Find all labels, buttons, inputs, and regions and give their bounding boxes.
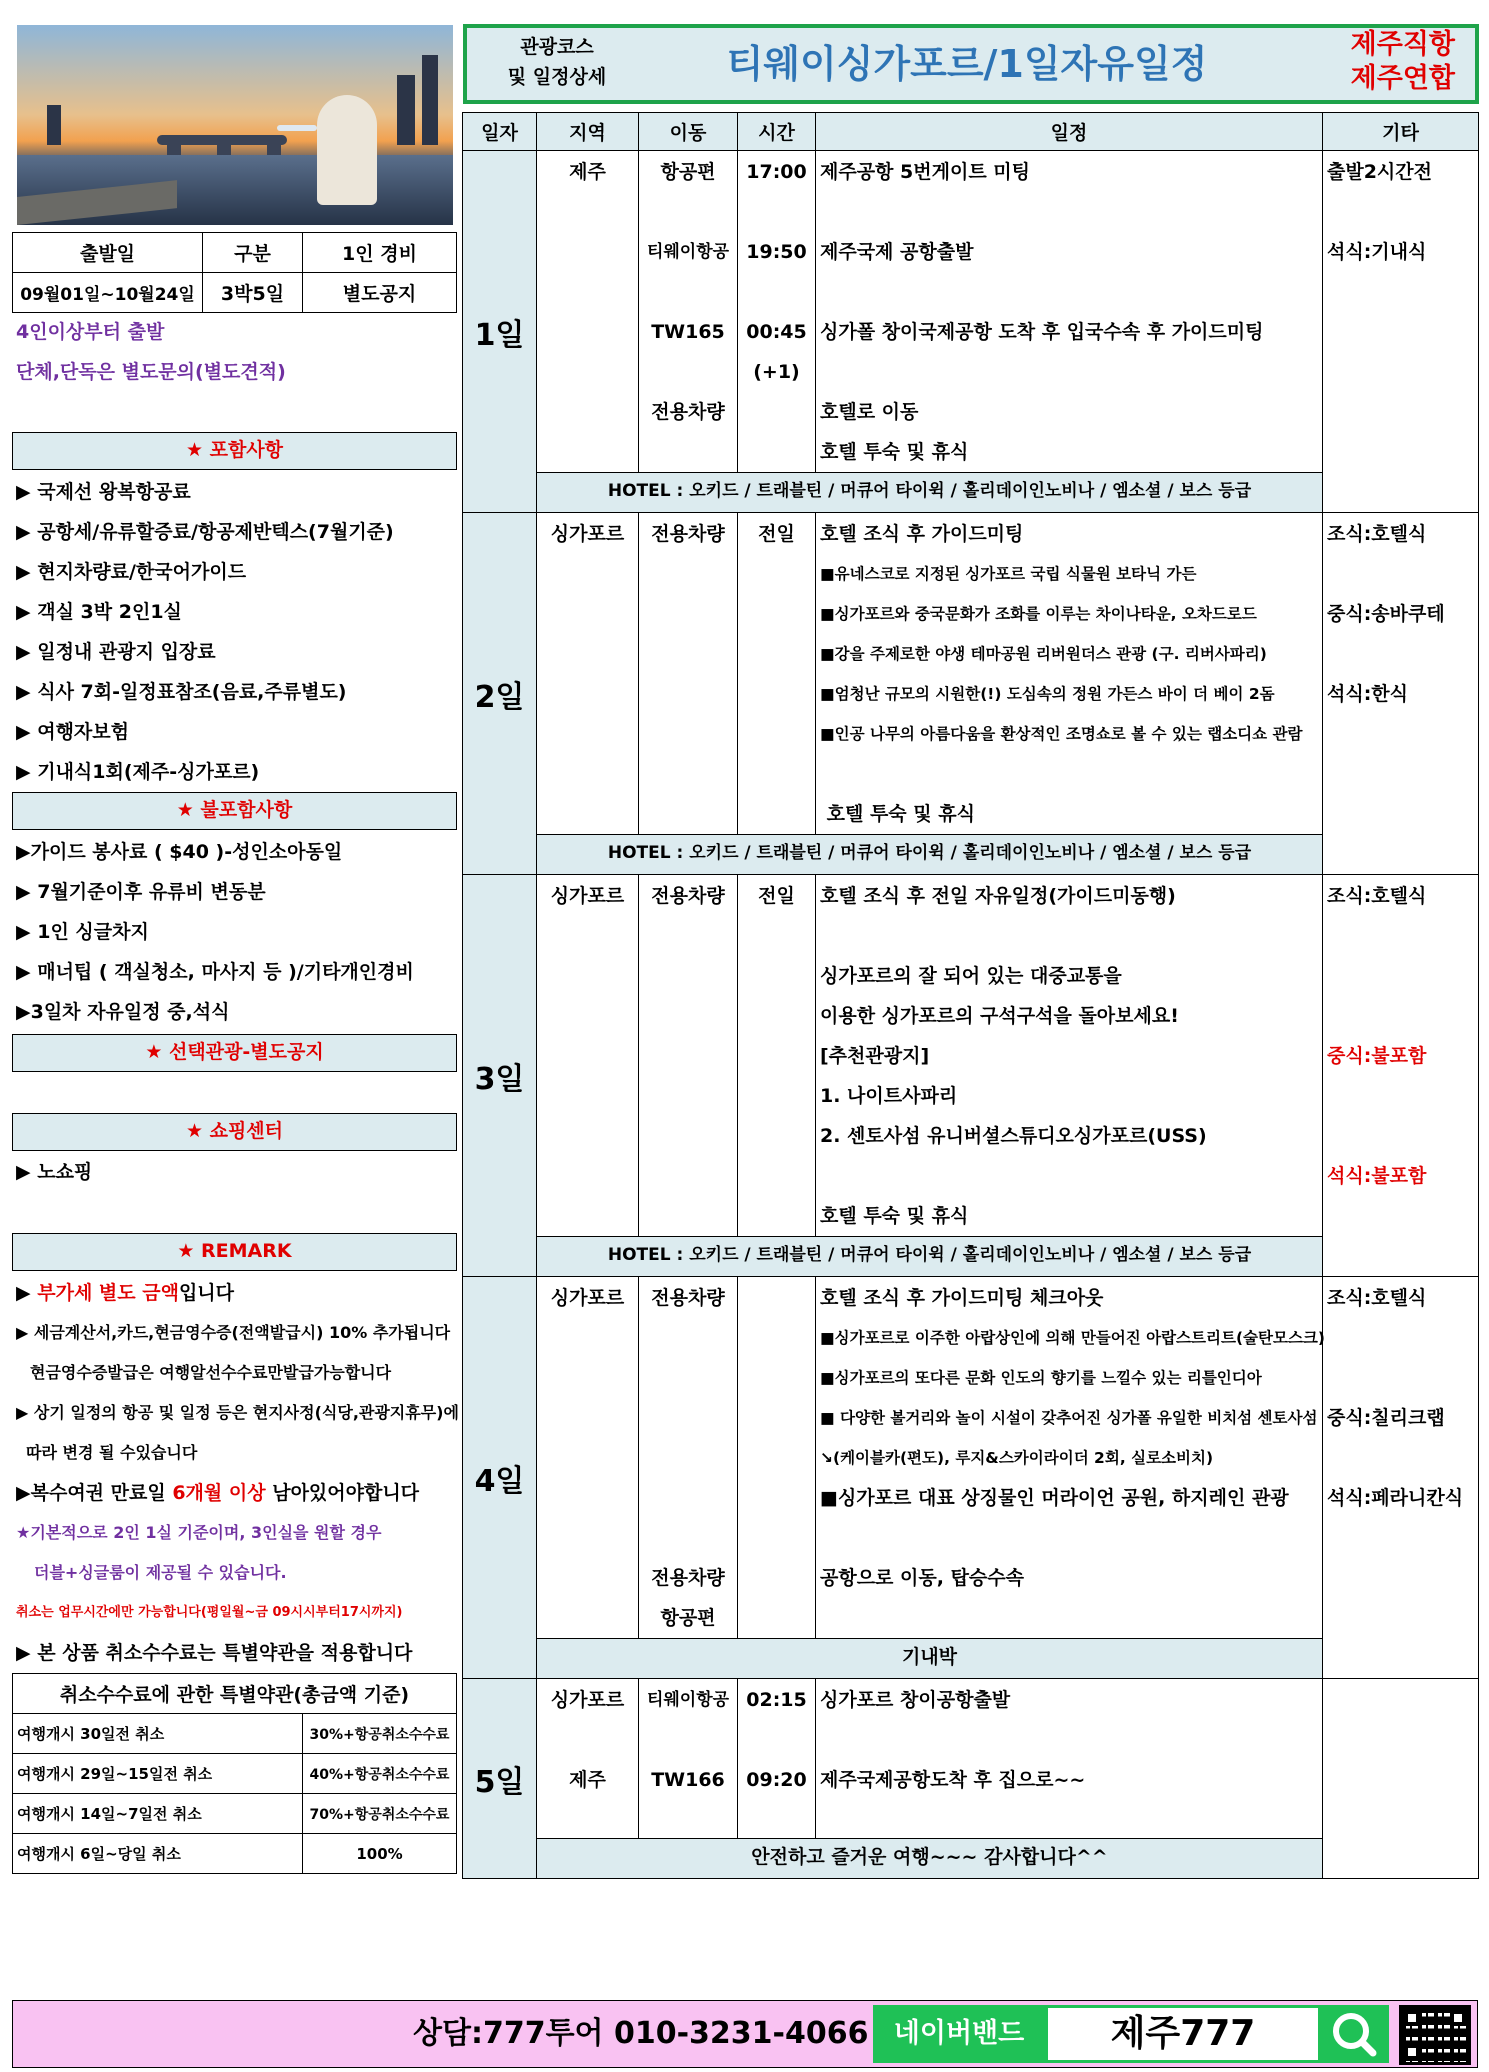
included-list	[16, 472, 394, 792]
itinerary-item	[820, 1156, 1322, 1196]
move	[639, 1478, 737, 1518]
hotel-line: HOTEL : 오키드 / 트래블틴 / 머큐어 타이윅 / 홀리데이인노비나 / 엠소셜 / 보스 등급	[537, 473, 1323, 513]
list-item: ▶ 매너팁 ( 객실청소, 마사지 등 )/기타개인경비	[16, 961, 414, 983]
move	[639, 1438, 737, 1478]
price-cell: 별도공지	[303, 273, 457, 313]
itinerary-item: 호텔로 이동	[820, 401, 919, 423]
included-title: ★ 포함사항	[12, 432, 457, 470]
region: 싱가포르	[550, 523, 625, 545]
itinerary-cell	[816, 513, 1323, 835]
airline-2: 제주연합	[1350, 63, 1455, 94]
day-label: 5일	[463, 1679, 537, 1879]
airline-1: 제주직항	[1350, 29, 1455, 60]
move	[639, 432, 737, 472]
list-item: ▶ 국제선 왕복항공료	[16, 481, 191, 503]
itinerary-item: ■ 다양한 볼거리와 놀이 시설이 갖추어진 싱가폴 유일한 비치섬 센토사섬	[820, 1409, 1318, 1427]
itinerary-item: ■싱가포르와 중국문화가 조화를 이루는 차이나타운, 오차드로드	[820, 605, 1257, 623]
region	[537, 1720, 638, 1760]
itinerary-item: 1. 나이트사파리	[820, 1085, 958, 1107]
move-cell	[639, 1277, 738, 1639]
time: 09:20	[746, 1769, 807, 1791]
etc-item: 석식:페라니칸식	[1327, 1487, 1464, 1509]
move: 티웨이항공	[646, 1690, 730, 1710]
move	[639, 192, 737, 232]
etc-item: 조식:호텔식	[1327, 885, 1427, 907]
remark-line: ★기본적으로 2인 1실 기준이며, 3인실을 원할 경우	[16, 1523, 382, 1542]
move	[639, 1518, 737, 1558]
time: 전일	[758, 523, 795, 545]
itinerary-cell	[816, 875, 1323, 1237]
move-cell	[639, 151, 738, 473]
itinerary-item: ■엄청난 규모의 시원한(!) 도심속의 정원 가든스 바이 더 베이 2돔	[820, 685, 1275, 703]
list-item: ▶ 식사 7회-일정표참조(음료,주류별도)	[16, 681, 347, 703]
day-label: 3일	[463, 875, 537, 1277]
itinerary-cell	[816, 1679, 1323, 1839]
etc-item: 석식:불포함	[1327, 1165, 1427, 1187]
move	[639, 1398, 737, 1438]
remark-line: 더블+싱글룸이 제공될 수 있습니다.	[34, 1563, 287, 1582]
excluded-list	[16, 832, 414, 1032]
etc-item	[1327, 956, 1478, 996]
itinerary-item: 호텔 조식 후 전일 자유일정(가이드미동행)	[820, 885, 1176, 907]
header-label-2: 및 일정상세	[507, 66, 607, 88]
move	[639, 352, 737, 392]
etc-cell	[1323, 875, 1479, 1277]
itinerary-item: [추천관광지]	[820, 1045, 930, 1067]
cancel-cell: 여행개시 14일~7일전 취소	[13, 1794, 303, 1834]
etc-cell	[1323, 1277, 1479, 1679]
etc-item: 석식:기내식	[1327, 241, 1427, 263]
col-header: 일정	[816, 113, 1323, 151]
time-cell	[738, 1679, 816, 1839]
col-header: 일자	[463, 113, 537, 151]
itinerary-item: ■유네스코로 지정된 싱가포르 국립 식물원 보타닉 가든	[820, 565, 1197, 583]
list-item: ▶ 노쇼핑	[16, 1161, 93, 1183]
band-label[interactable]: 네이버밴드	[873, 2005, 1045, 2063]
region: 제주	[569, 161, 606, 183]
time	[738, 272, 815, 312]
etc-item: 출발2시간전	[1327, 161, 1432, 183]
remark-vat: ▶ 부가세 별도 금액입니다	[16, 1282, 235, 1304]
itinerary-item: 호텔 투숙 및 휴식	[820, 803, 975, 825]
optional-title: ★ 선택관광-별도공지	[12, 1034, 457, 1072]
itinerary-item: 이용한 싱가포르의 구석구석을 돌아보세요!	[820, 1005, 1179, 1027]
day4-footer: 기내박	[537, 1639, 1323, 1679]
cancel-cell: 40%+항공취소수수료	[303, 1754, 457, 1794]
note: 4인이상부터 출발	[16, 321, 165, 343]
list-item: ▶ 객실 3박 2인1실	[16, 601, 182, 623]
move: 항공편	[660, 1607, 716, 1629]
itinerary-item: ↘(케이블카(편도), 루지&스카이라이더 2회, 실로소비치)	[820, 1449, 1214, 1467]
col-header: 지역	[537, 113, 639, 151]
itinerary-item: ■인공 나무의 아름다움을 환상적인 조명쇼로 볼 수 있는 랩소디쇼 관람	[820, 725, 1303, 743]
list-item: ▶ 현지차량료/한국어가이드	[16, 561, 247, 583]
region: 제주	[569, 1769, 606, 1791]
etc-item	[1327, 192, 1478, 232]
itinerary-item: 제주국제 공항출발	[820, 241, 974, 263]
itinerary-item	[820, 754, 1322, 794]
time: 19:50	[746, 241, 807, 263]
shopping-title: ★ 쇼핑센터	[12, 1113, 457, 1151]
itinerary-item: 공항으로 이동, 탑승수속	[820, 1567, 1024, 1589]
itinerary-item	[820, 1518, 1322, 1558]
time: (+1)	[753, 361, 800, 383]
list-item: ▶가이드 봉사료 ( $40 )-성인소아동일	[16, 841, 343, 863]
time: 전일	[758, 885, 795, 907]
time: 17:00	[746, 161, 807, 183]
search-icon	[1321, 2005, 1389, 2063]
etc-item	[1327, 916, 1478, 956]
move	[639, 1318, 737, 1358]
list-item: ▶ 7월기준이후 유류비 변동분	[16, 881, 266, 903]
remark-title: ★ REMARK	[12, 1233, 457, 1271]
col-header: 시간	[738, 113, 816, 151]
contact-text: 상담:777투어 010-3231-4066	[413, 2016, 869, 2051]
cancel-cell: 30%+항공취소수수료	[303, 1714, 457, 1754]
move: 전용차량	[651, 885, 725, 907]
remark-list	[16, 1273, 460, 1673]
price-header: 출발일	[13, 233, 203, 273]
list-item: ▶ 여행자보험	[16, 721, 129, 743]
cancel-cell: 여행개시 30일전 취소	[13, 1714, 303, 1754]
move: 전용차량	[651, 1567, 725, 1589]
itinerary-item: 싱가폴 창이국제공항 도착 후 입국수속 후 가이드미팅	[820, 321, 1264, 343]
remark-line: 현금영수증발급은 여행알선수수료만발급가능합니다	[30, 1363, 392, 1382]
etc-item	[1327, 1358, 1478, 1398]
closing-message: 안전하고 즐거운 여행~~~ 감사합니다^^	[537, 1839, 1323, 1879]
price-table	[12, 232, 457, 313]
price-cell: 09월01일~10월24일	[13, 273, 203, 313]
etc-item	[1327, 554, 1478, 594]
move: TW165	[651, 321, 725, 343]
etc-item	[1327, 996, 1478, 1036]
cancel-cell: 70%+항공취소수수료	[303, 1794, 457, 1834]
etc-cell	[1323, 151, 1479, 513]
cancel-cell: 여행개시 29일~15일전 취소	[13, 1754, 303, 1794]
time	[738, 432, 815, 472]
etc-item: 조식:호텔식	[1327, 523, 1427, 545]
etc-item	[1327, 1076, 1478, 1116]
time	[738, 392, 815, 432]
move: TW166	[651, 1769, 725, 1791]
time-cell	[738, 151, 816, 473]
itinerary-item: 싱가포르 창이공항출발	[820, 1689, 1011, 1711]
move	[639, 1720, 737, 1760]
day-label: 4일	[463, 1277, 537, 1679]
hero-image	[17, 25, 453, 225]
col-header: 이동	[639, 113, 738, 151]
itinerary-item: 제주국제공항도착 후 집으로~~	[820, 1769, 1086, 1791]
note: 단체,단독은 별도문의(별도견적)	[16, 361, 286, 383]
remark-line: 따라 변경 될 수있습니다	[26, 1443, 198, 1462]
move-cell	[639, 1679, 738, 1839]
itinerary-item: 싱가포르의 잘 되어 있는 대중교통을	[820, 965, 1122, 987]
itinerary-item	[820, 192, 1322, 232]
price-header: 구분	[203, 233, 303, 273]
day-label: 2일	[463, 513, 537, 875]
move: 항공편	[660, 161, 716, 183]
list-item: ▶ 기내식1회(제주-싱가포르)	[16, 761, 260, 783]
itinerary-item	[820, 916, 1322, 956]
etc-item: 조식:호텔식	[1327, 1287, 1427, 1309]
itinerary-item: 호텔 투숙 및 휴식	[820, 441, 969, 463]
itinerary-item: 2. 센토사섬 유니버셜스튜디오싱가포르(USS)	[820, 1125, 1207, 1147]
cancel-table	[12, 1673, 457, 1874]
hotel-line: HOTEL : 오키드 / 트래블틴 / 머큐어 타이윅 / 홀리데이인노비나 / 엠소셜 / 보스 등급	[537, 835, 1323, 875]
remark-line: ▶ 상기 일정의 항공 및 일정 등은 현지사정(식당,관광지휴무)에	[16, 1403, 459, 1422]
remark-line: ▶ 세금계산서,카드,현금영수증(전액발급시) 10% 추가됩니다	[16, 1323, 451, 1342]
region: 싱가포르	[550, 1689, 625, 1711]
itinerary-item: 제주공항 5번게이트 미팅	[820, 161, 1030, 183]
etc-cell	[1323, 513, 1479, 875]
search-button[interactable]	[1321, 2005, 1389, 2063]
price-header: 1인 경비	[303, 233, 457, 273]
cancel-cell: 100%	[303, 1834, 457, 1874]
etc-item	[1327, 634, 1478, 674]
list-item: ▶ 일정내 관광지 입장료	[16, 641, 216, 663]
list-item: ▶ 1인 싱글차지	[16, 921, 149, 943]
itinerary-item: ■강을 주제로한 야생 테마공원 리버원더스 관광 (구. 리버사파리)	[820, 645, 1267, 663]
etc-item: 석식:한식	[1327, 683, 1409, 705]
move: 전용차량	[651, 401, 725, 423]
etc-item: 중식:송바쿠테	[1327, 603, 1445, 625]
remark-line: ▶ 본 상품 취소수수료는 특별약관을 적용합니다	[16, 1642, 413, 1664]
schedule-table	[462, 112, 1479, 1879]
itinerary-item: ■싱가포르로 이주한 아랍상인에 의해 만들어진 아랍스트리트(술탄모스크)	[820, 1329, 1325, 1347]
page-title: 티웨이싱가포르/1일자유일정	[726, 42, 1208, 86]
itinerary-item: ■싱가포르의 또다른 문화 인도의 향기를 느낄수 있는 리틀인디아	[820, 1369, 1262, 1387]
etc-item	[1327, 1116, 1478, 1156]
etc-item: 중식:불포함	[1327, 1045, 1427, 1067]
list-item: ▶3일차 자유일정 중,석식	[16, 1001, 230, 1023]
move	[639, 272, 737, 312]
time: 00:45	[746, 321, 807, 343]
itinerary-item: 호텔 투숙 및 휴식	[820, 1205, 969, 1227]
itinerary-item: ■싱가포르 대표 상징물인 머라이언 공원, 하지레인 관광	[820, 1487, 1289, 1509]
time: 02:15	[746, 1689, 807, 1711]
region: 싱가포르	[550, 1287, 625, 1309]
header-bar	[463, 24, 1479, 104]
etc-item: 중식:칠리크랩	[1327, 1407, 1445, 1429]
itinerary-cell	[816, 1277, 1323, 1639]
move: 전용차량	[651, 523, 725, 545]
itinerary-item	[820, 272, 1322, 312]
move	[639, 1358, 737, 1398]
itinerary-item	[820, 1720, 1322, 1760]
itinerary-item	[820, 352, 1322, 392]
time	[738, 1720, 815, 1760]
cancel-cell: 여행개시 6일~당일 취소	[13, 1834, 303, 1874]
time	[738, 192, 815, 232]
etc-item	[1327, 1438, 1478, 1478]
region-cell	[537, 1679, 639, 1839]
etc-item	[1327, 1318, 1478, 1358]
move: 티웨이항공	[646, 242, 730, 262]
header-label-1: 관광코스	[520, 36, 594, 58]
band-search-field[interactable]: 제주777	[1045, 2005, 1321, 2063]
hotel-line: HOTEL : 오키드 / 트래블틴 / 머큐어 타이윅 / 홀리데이인노비나 / 엠소셜 / 보스 등급	[537, 1237, 1323, 1277]
col-header: 기타	[1323, 113, 1479, 151]
list-item: ▶ 공항세/유류할증료/항공제반텍스(7월기준)	[16, 521, 394, 543]
remark-passport: ▶복수여권 만료일 6개월 이상 남아있어야합니다	[16, 1482, 420, 1504]
day-label: 1일	[463, 151, 537, 513]
cancel-title: 취소수수료에 관한 특별약관(총금액 기준)	[13, 1674, 457, 1714]
itinerary-item: 호텔 조식 후 가이드미팅 체크아웃	[820, 1287, 1104, 1309]
qr-code[interactable]	[1399, 2005, 1471, 2065]
move: 전용차량	[651, 1287, 725, 1309]
excluded-title: ★ 불포함사항	[12, 792, 457, 830]
footer-bar	[12, 2000, 1478, 2068]
itinerary-cell	[816, 151, 1323, 473]
itinerary-item: 호텔 조식 후 가이드미팅	[820, 523, 1024, 545]
remark-line: 취소는 업무시간에만 가능합니다(평일월~금 09시시부터17시까지)	[16, 1605, 403, 1620]
itinerary-item	[820, 1598, 1322, 1638]
region: 싱가포르	[550, 885, 625, 907]
price-cell: 3박5일	[203, 273, 303, 313]
